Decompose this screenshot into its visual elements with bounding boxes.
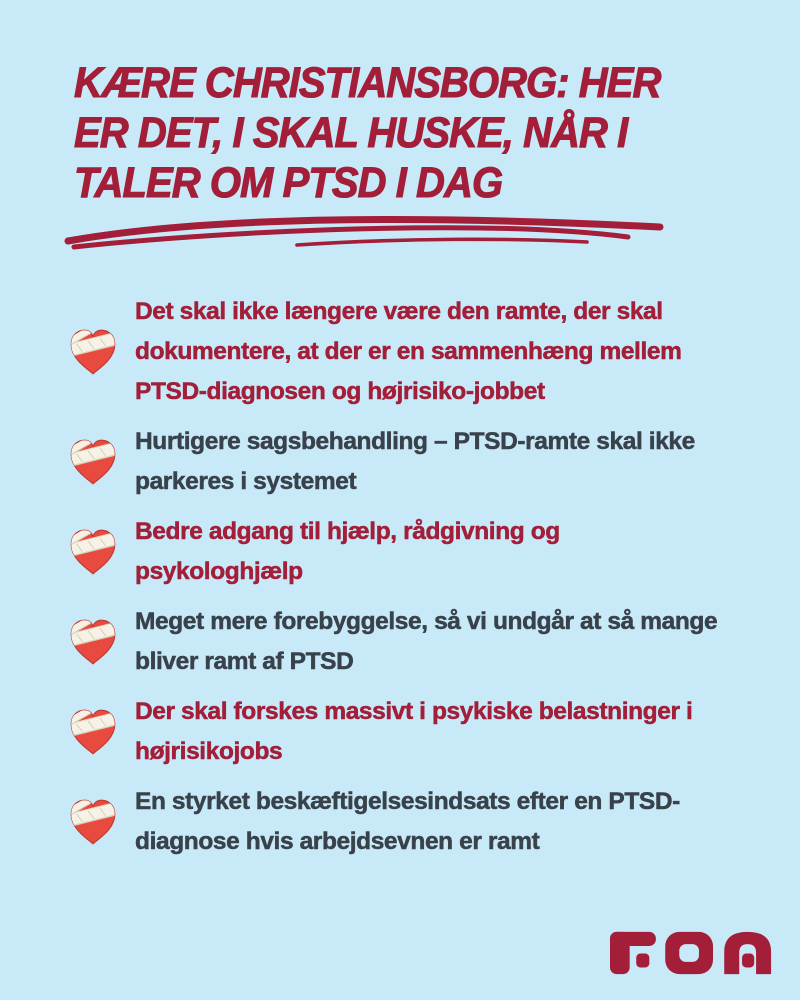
bullet-list	[66, 292, 746, 872]
list-item	[66, 292, 746, 412]
page-title-line-1: KÆRE CHRISTIANSBORG: HER	[74, 59, 661, 107]
bullet-text: En styrket beskæftigelsesindsats efter en PTSD-diagnose hvis arbejdsevnen er ramt	[135, 788, 680, 855]
list-item	[66, 512, 746, 592]
bullet-text: Det skal ikke længere være den ramte, der skal dokumentere, at der er en sammenhæng mellem PTSD-diagnosen og højrisiko-jobbet	[135, 298, 682, 405]
mending-heart-icon	[66, 615, 120, 669]
bullet-text: Bedre adgang til hjælp, rådgivning og psykologhjælp	[135, 518, 560, 585]
list-item	[66, 602, 746, 682]
list-item	[66, 692, 746, 772]
bullet-text: Hurtigere sagsbehandling – PTSD-ramte skal ikke parkeres i systemet	[135, 428, 695, 495]
page-title	[74, 58, 660, 208]
page-title-line-3: TALER OM PTSD I DAG	[74, 159, 503, 207]
bullet-text: Der skal forskes massivt i psykiske belastninger i højrisikojobs	[135, 698, 693, 765]
list-item	[66, 782, 746, 862]
bullet-text: Meget mere forebyggelse, så vi undgår at så mange bliver ramt af PTSD	[135, 608, 718, 675]
foa-logo	[610, 930, 772, 976]
title-underline-swoosh	[62, 210, 668, 256]
mending-heart-icon	[66, 795, 120, 849]
mending-heart-icon	[66, 705, 120, 759]
list-item	[66, 422, 746, 502]
mending-heart-icon	[66, 525, 120, 579]
page-title-line-2: ER DET, I SKAL HUSKE, NÅR I	[74, 109, 628, 157]
mending-heart-icon	[66, 325, 120, 379]
mending-heart-icon	[66, 435, 120, 489]
